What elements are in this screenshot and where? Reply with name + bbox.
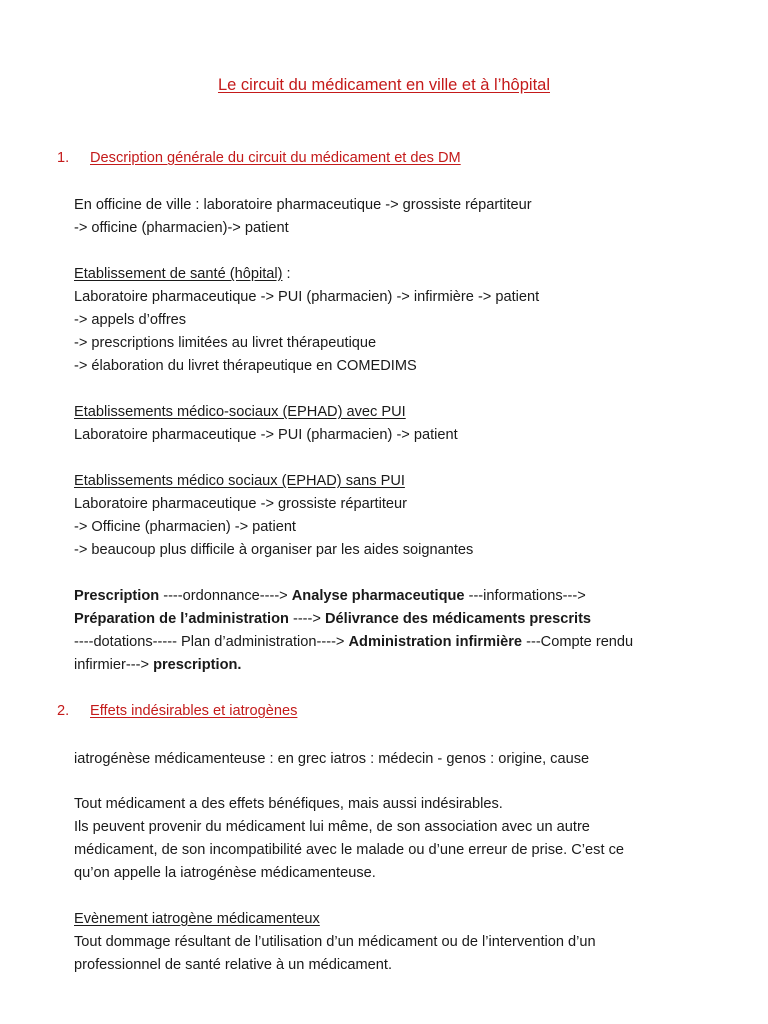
ephad-avec-line-1: Laboratoire pharmaceutique -> PUI (pharmacien) -> patient	[74, 427, 458, 443]
evenement-line-1: Tout dommage résultant de l’utilisation d’un médicament ou de l’intervention d’un	[74, 934, 596, 950]
iatrogenese-definition: iatrogénèse médicamenteuse : en grec iatros : médecin - genos : origine, cause	[74, 751, 590, 767]
ephad-sans-line-3: -> beaucoup plus difficile à organiser par les aides soignantes	[74, 542, 474, 558]
ephad-sans-label: Etablissements médico sociaux (EPHAD) sans PUI	[74, 473, 405, 489]
section-1-title: Description générale du circuit du médicament et des DM	[90, 150, 461, 166]
ephad-sans-line-2: -> Officine (pharmacien) -> patient	[74, 519, 296, 535]
circuit-line-2: Préparation de l’administration ----> Délivrance des médicaments prescrits	[74, 611, 592, 627]
evenement-label: Evènement iatrogène médicamenteux	[74, 911, 320, 927]
section-1-heading	[57, 150, 461, 166]
officine-line-2: -> officine (pharmacien)-> patient	[74, 220, 289, 236]
para-line-3: médicament, de son incompatibilité avec le malade ou d’une erreur de prise. C’est ce	[74, 842, 624, 858]
hopital-line-1: Laboratoire pharmaceutique -> PUI (pharmacien) -> infirmière -> patient	[74, 289, 540, 305]
para-line-2: Ils peuvent provenir du médicament lui même, de son association avec un autre	[74, 819, 590, 835]
para-line-1: Tout médicament a des effets bénéfiques, mais aussi indésirables.	[74, 796, 503, 812]
hopital-line-4: -> élaboration du livret thérapeutique en COMEDIMS	[74, 358, 417, 374]
hopital-line-2: -> appels d’offres	[74, 312, 187, 328]
para-line-4: qu’on appelle la iatrogénèse médicamenteuse.	[74, 865, 376, 881]
hopital-line-3: -> prescriptions limitées au livret thérapeutique	[74, 335, 377, 351]
section-2-title: Effets indésirables et iatrogènes	[90, 703, 298, 719]
section-1-number: 1.	[57, 150, 70, 166]
hopital-label-line: Etablissement de santé (hôpital) :	[74, 266, 291, 282]
document-title: Le circuit du médicament en ville et à l’hôpital	[217, 76, 550, 94]
section-2-number: 2.	[57, 703, 70, 719]
hopital-label: Etablissement de santé (hôpital)	[74, 266, 283, 282]
evenement-line-2: professionnel de santé relative à un médicament.	[74, 957, 393, 973]
circuit-line-4: infirmier---> prescription.	[74, 657, 242, 673]
officine-line-1: En officine de ville : laboratoire pharmaceutique -> grossiste répartiteur	[74, 197, 532, 213]
circuit-line-1: Prescription ----ordonnance----> Analyse pharmaceutique ---informations--->	[74, 588, 586, 604]
circuit-line-3: ----dotations----- Plan d’administration----> Administration infirmière ---Compte rendu	[74, 634, 634, 650]
section-2-heading	[57, 703, 297, 719]
ephad-sans-line-1: Laboratoire pharmaceutique -> grossiste répartiteur	[74, 496, 407, 512]
ephad-avec-label: Etablissements médico-sociaux (EPHAD) avec PUI	[74, 404, 406, 420]
